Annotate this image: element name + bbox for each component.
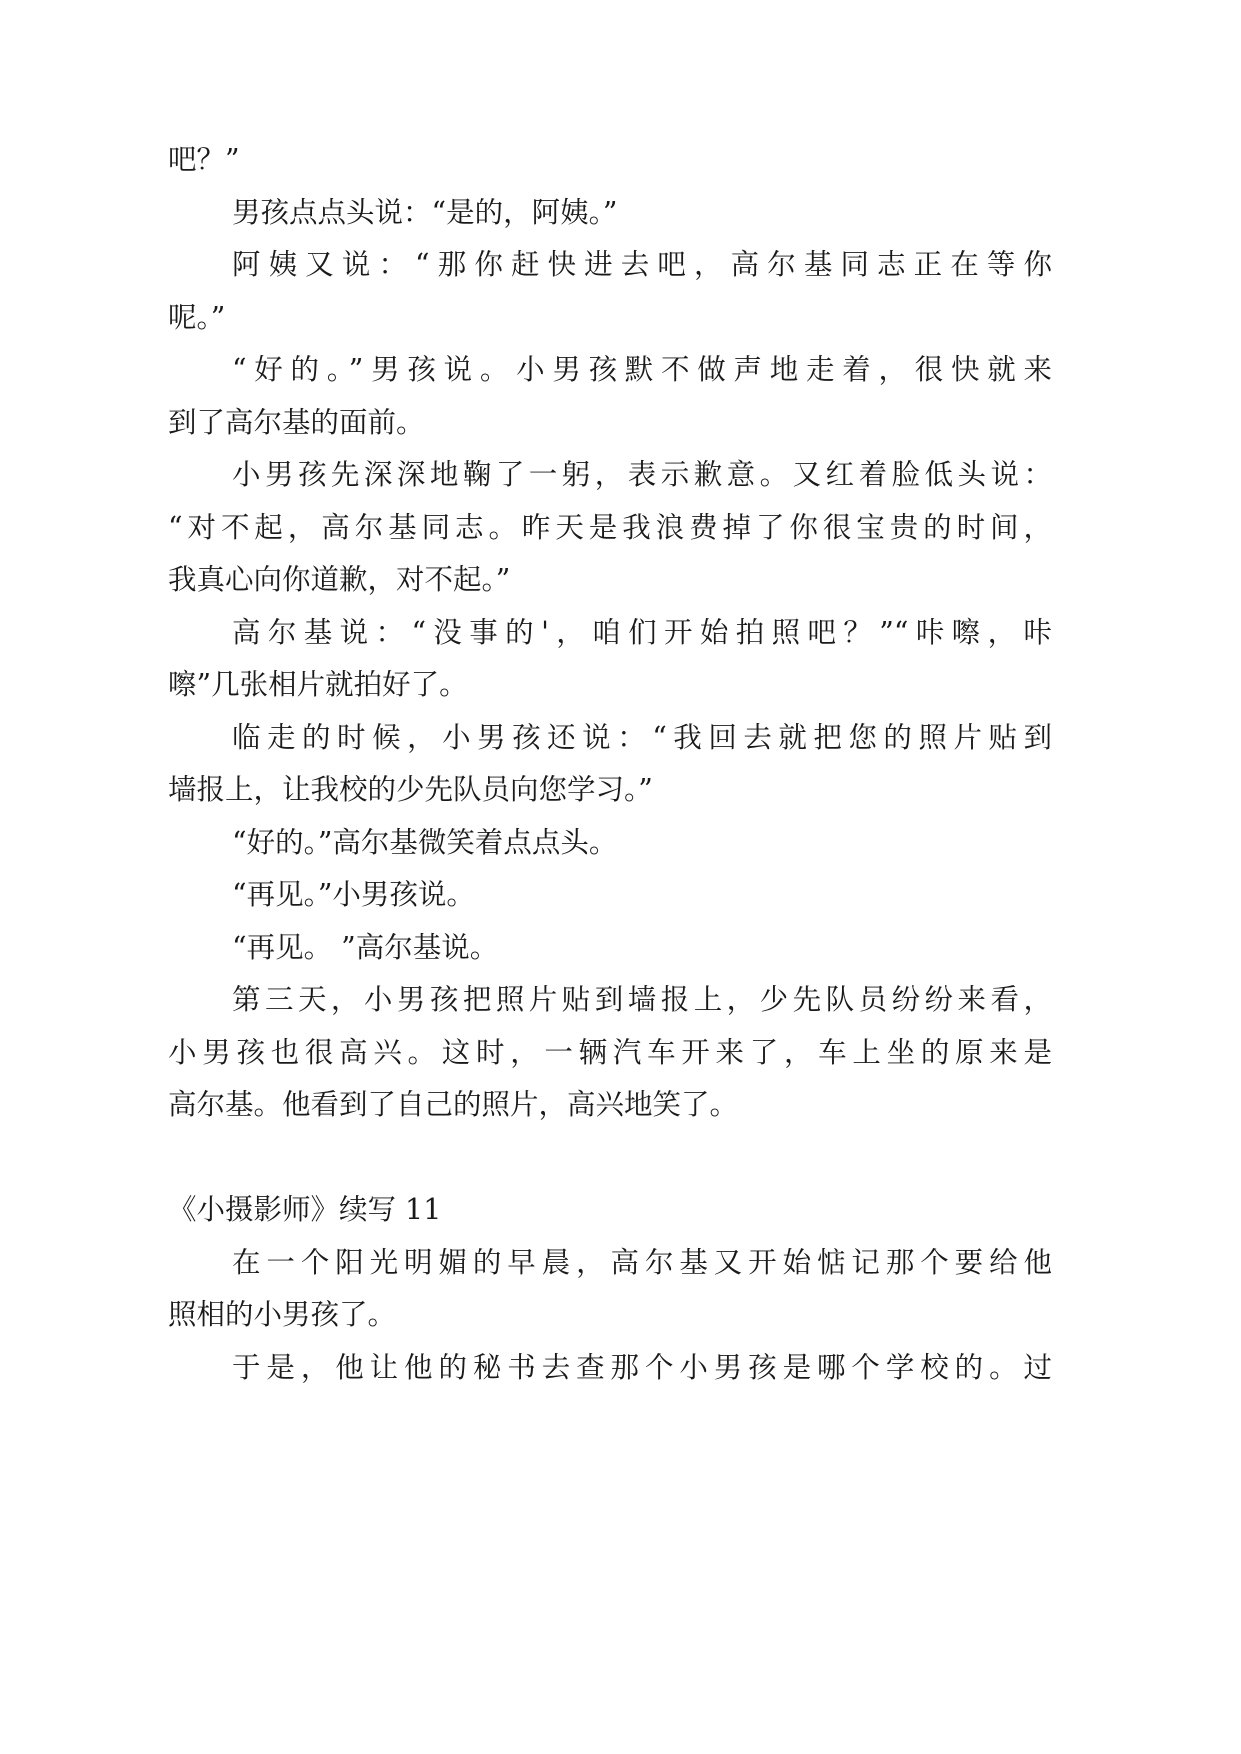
paragraph (168, 239, 1052, 344)
blank-line (168, 1132, 1052, 1185)
text-line: 墙报上，让我校的少先队员向您学习。” (168, 773, 653, 806)
text-line: 阿姨又说：“那你赶快进去吧，高尔基同志正在等你 (232, 248, 1052, 281)
text-line: 小男孩先深深地鞠了一躬，表示歉意。又红着脸低头说： (232, 458, 1052, 491)
paragraph (168, 344, 1052, 449)
paragraph (168, 449, 1052, 607)
paragraph (168, 712, 1052, 817)
section-title: 《小摄影师》续写 11 (168, 1193, 442, 1226)
text-line: 男孩点点头说：“是的，阿姨。” (232, 195, 618, 229)
text-line: 到了高尔基的面前。 (168, 405, 425, 439)
text-line: 嚓”几张相片就拍好了。 (168, 668, 468, 701)
paragraph (168, 1342, 1052, 1395)
text-line: 临走的时候，小男孩还说：“我回去就把您的照片贴到 (232, 720, 1052, 754)
text-line: “好的。”高尔基微笑着点点头。 (232, 825, 618, 859)
text-line: 于是，他让他的秘书去查那个小男孩是哪个学校的。过 (232, 1350, 1052, 1384)
text-line: “再见。 ”高尔基说。 (232, 930, 499, 964)
text-line: 吧？” (168, 143, 240, 176)
paragraph (168, 922, 1052, 975)
paragraph (168, 607, 1052, 712)
text-line: “对不起，高尔基同志。昨天是我浪费掉了你很宝贵的时间， (168, 510, 1052, 544)
text-line: 我真心向你道歉，对不起。” (168, 563, 511, 596)
paragraph (168, 187, 1052, 240)
paragraph (168, 817, 1052, 870)
text-line: “再见。”小男孩说。 (232, 878, 475, 911)
text-line: “好的。”男孩说。小男孩默不做声地走着，很快就来 (232, 353, 1052, 386)
paragraph (168, 869, 1052, 922)
text-line: 在一个阳光明媚的早晨，高尔基又开始惦记那个要给他 (232, 1245, 1052, 1279)
text-line: 小男孩也很高兴。这时，一辆汽车开来了，车上坐的原来是 (168, 1035, 1052, 1069)
document-body (168, 134, 1052, 1394)
paragraph (168, 1237, 1052, 1342)
text-line: 照相的小男孩了。 (168, 1298, 397, 1331)
paragraph (168, 134, 1052, 187)
text-line: 呢。” (168, 300, 226, 334)
text-line: 高尔基说：“没事的'，咱们开始拍照吧？”“咔嚓，咔 (232, 615, 1052, 649)
paragraph (168, 974, 1052, 1132)
text-line: 第三天，小男孩把照片贴到墙报上，少先队员纷纷来看， (232, 983, 1052, 1016)
text-line: 高尔基。他看到了自己的照片，高兴地笑了。 (168, 1088, 739, 1121)
